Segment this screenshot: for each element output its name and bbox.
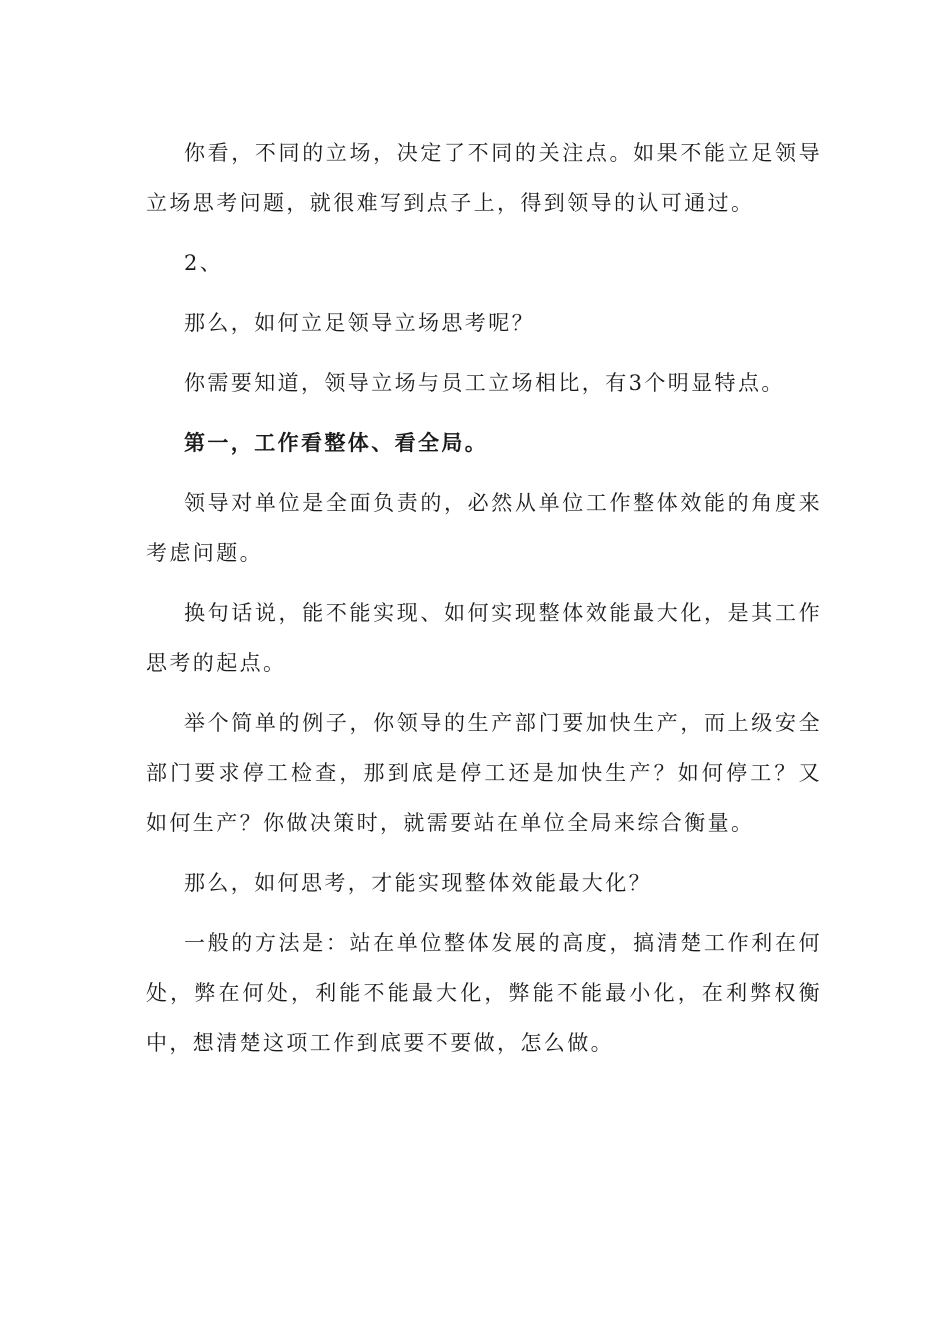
paragraph-efficiency: 换句话说，能不能实现、如何实现整体效能最大化，是其工作思考的起点。 — [146, 601, 822, 675]
section-number: 2、 — [184, 251, 224, 275]
document-body — [146, 128, 822, 1068]
paragraph-example: 举个简单的例子，你领导的生产部门要加快生产，而上级安全部门要求停工检查，那到底是停工还是加快生产？如何停工？又如何生产？你做决策时，就需要站在单位全局来综合衡量。 — [146, 711, 822, 835]
paragraph-three-traits: 你需要知道，领导立场与员工立场相比，有3个明显特点。 — [184, 371, 785, 395]
paragraph-leader-responsibility: 领导对单位是全面负责的，必然从单位工作整体效能的角度来考虑问题。 — [146, 491, 822, 565]
heading-first-trait: 第一，工作看整体、看全局。 — [184, 430, 489, 455]
paragraph-method: 一般的方法是：站在单位整体发展的高度，搞清楚工作利在何处，弊在何处，利能不能最大化，弊能不能最小化，在利弊权衡中，想清楚这项工作到底要不要做，怎么做。 — [146, 931, 822, 1055]
paragraph-perspective: 你看，不同的立场，决定了不同的关注点。如果不能立足领导立场思考问题，就很难写到点子上，得到领导的认可通过。 — [146, 141, 822, 215]
paragraph-question: 那么，如何立足领导立场思考呢？ — [184, 311, 535, 335]
paragraph-how-to-think: 那么，如何思考，才能实现整体效能最大化？ — [184, 871, 652, 895]
